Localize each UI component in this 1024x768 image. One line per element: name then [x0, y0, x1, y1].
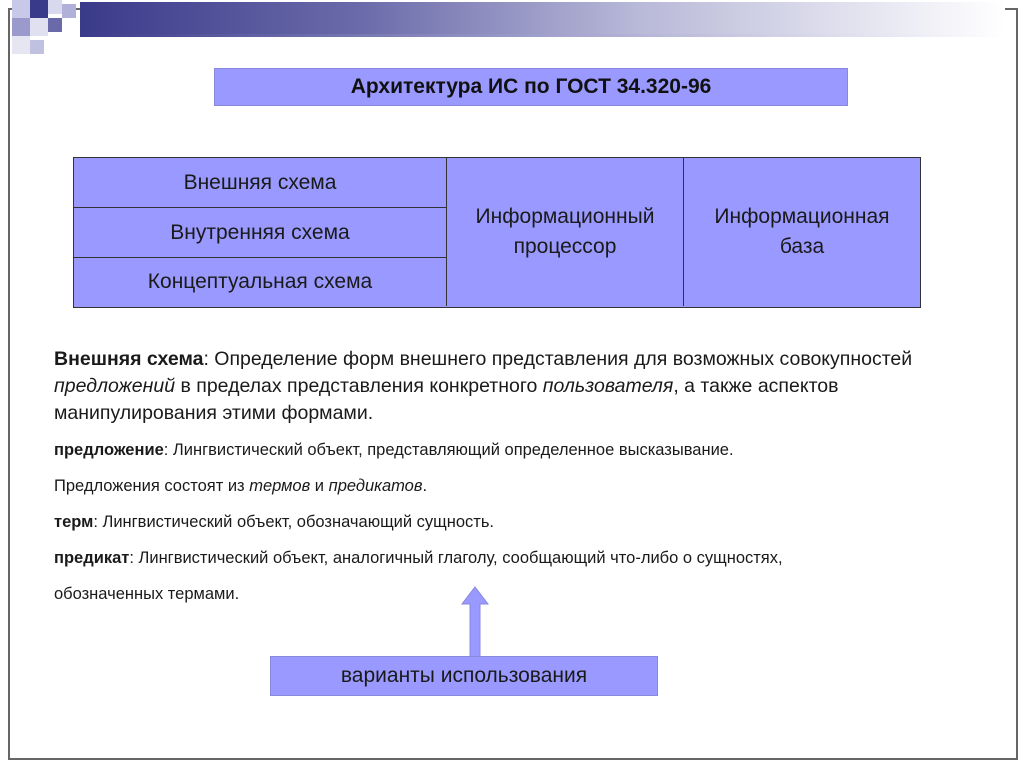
composition-text-3: .	[422, 477, 428, 495]
definition-term: Внешняя схема	[54, 348, 204, 370]
slide-title-text: Архитектура ИС по ГОСТ 34.320-96	[350, 75, 712, 98]
cell-information-processor	[447, 158, 684, 306]
definition-text-1: : Определение форм внешнего представления для возможных совокупностей	[203, 348, 913, 370]
composition-text-2: и	[310, 477, 329, 495]
cell-conceptual-schema	[74, 258, 447, 306]
sentence-text: : Лингвистический объект, представляющий определенное высказывание.	[163, 441, 734, 459]
cell-information-processor-text: Информационный процессор	[475, 205, 655, 258]
predicate-definition-cont	[54, 585, 239, 604]
slide-title	[214, 68, 848, 106]
sentence-term: предложение	[54, 441, 164, 459]
predicate-definition	[54, 549, 783, 568]
definition-em-user: пользователя	[542, 375, 674, 397]
definition-em-sentences: предложений	[54, 375, 176, 397]
usage-variants-text: варианты использования	[340, 664, 588, 687]
term-term: терм	[54, 513, 94, 531]
term-definition	[54, 513, 494, 532]
decorative-squares	[0, 0, 80, 64]
definition-text-3: , а также аспектов манипулирования этими формами.	[54, 375, 839, 424]
cell-internal-schema-text: Внутренняя схема	[170, 220, 350, 244]
composition-em-predicates: предикатов	[328, 477, 423, 495]
cell-external-schema	[74, 158, 447, 208]
sentence-definition	[54, 441, 734, 460]
definition-text-2: в пределах представления конкретного	[175, 375, 543, 397]
predicate-text: : Лингвистический объект, аналогичный глаголу, сообщающий что-либо о сущностях,	[129, 549, 783, 567]
predicate-cont-text: обозначенных термами.	[54, 585, 240, 603]
composition-text-1: Предложения состоят из	[54, 477, 250, 495]
arrow-up-icon	[460, 586, 490, 658]
external-schema-definition	[54, 346, 984, 427]
cell-internal-schema	[74, 208, 447, 258]
cell-information-base-text: Информационная база	[714, 205, 890, 258]
cell-external-schema-text: Внешняя схема	[183, 170, 337, 194]
predicate-term: предикат	[54, 549, 130, 567]
composition-line	[54, 477, 427, 496]
cell-conceptual-schema-text: Концептуальная схема	[147, 270, 373, 293]
usage-variants-box	[270, 656, 658, 696]
header-gradient-line	[80, 34, 1005, 37]
composition-em-terms: термов	[249, 477, 311, 495]
term-text: : Лингвистический объект, обозначающий сущность.	[93, 513, 495, 531]
header-gradient-bar	[80, 2, 1005, 34]
cell-information-base	[684, 158, 920, 306]
architecture-table	[73, 157, 921, 308]
